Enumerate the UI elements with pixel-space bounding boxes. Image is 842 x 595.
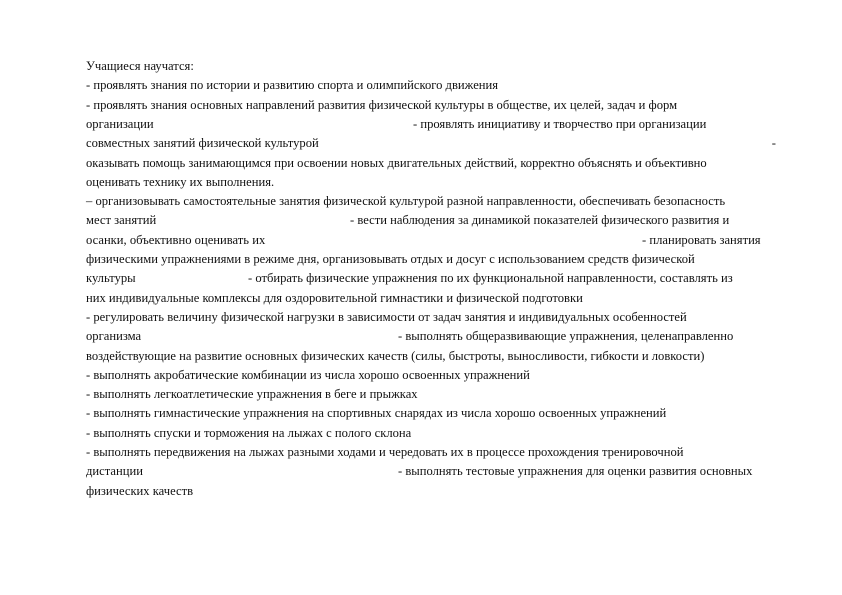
line-text-tail: - планировать занятия <box>642 233 761 247</box>
text-line-18 <box>86 404 776 422</box>
line-text: - выполнять гимнастические упражнения на спортивных снарядах из числа хорошо освоенных упражнений <box>86 406 667 420</box>
line-text-tail: - отбирать физические упражнения по их функциональной направленности, составлять из <box>248 271 733 285</box>
text-line-20 <box>86 443 776 461</box>
line-text: совместных занятий физической культурой <box>86 136 319 150</box>
line-text: них индивидуальные комплексы для оздоровительной гимнастики и физической подготовки <box>86 291 583 305</box>
line-text: - проявлять знания по истории и развитию спорта и олимпийского движения <box>86 78 499 92</box>
line-text: физическими упражнениями в режиме дня, организовывать отдых и досуг с использованием средств физической <box>86 252 695 266</box>
line-text-tail: - выполнять общеразвивающие упражнения, целенаправленно <box>398 329 734 343</box>
line-text: оказывать помощь занимающимся при освоении новых двигательных действий, корректно объяснять и объективно <box>86 156 707 170</box>
text-line-11 <box>86 269 776 287</box>
line-text: - выполнять легкоатлетические упражнения в беге и прыжках <box>86 387 418 401</box>
text-line-22 <box>86 482 776 500</box>
text-line-10 <box>86 250 776 268</box>
text-line-17 <box>86 385 776 403</box>
text-line-21 <box>86 462 776 480</box>
text-line-4 <box>86 134 776 152</box>
line-text: воздействующие на развитие основных физических качеств (силы, быстроты, выносливости, гибкости и ловкости) <box>86 349 705 363</box>
line-text: - выполнять акробатические комбинации из числа хорошо освоенных упражнений <box>86 368 530 382</box>
text-line-1 <box>86 76 776 94</box>
line-text: оценивать технику их выполнения. <box>86 175 275 189</box>
text-line-2 <box>86 96 776 114</box>
line-text: - выполнять спуски и торможения на лыжах с полого склона <box>86 426 412 440</box>
text-line-16 <box>86 366 776 384</box>
text-line-9 <box>86 231 776 249</box>
text-line-14 <box>86 327 776 345</box>
text-line-7 <box>86 192 776 210</box>
line-text: – организовывать самостоятельные занятия физической культурой разной направленности, обеспечивать безопасность <box>86 194 726 208</box>
text-line-12 <box>86 289 776 307</box>
heading-text: Учащиеся научатся: <box>86 59 194 73</box>
line-text-tail: - вести наблюдения за динамикой показателей физического развития и <box>350 213 730 227</box>
text-line-19 <box>86 424 776 442</box>
line-text-tail: - выполнять тестовые упражнения для оценки развития основных <box>398 464 753 478</box>
line-text: - проявлять знания основных направлений развития физической культуры в обществе, их целей, задач и форм <box>86 98 678 112</box>
text-line-15 <box>86 347 776 365</box>
text-line-5 <box>86 154 776 172</box>
line-text-tail: - проявлять инициативу и творчество при организации <box>413 117 707 131</box>
line-text: мест занятий <box>86 213 157 227</box>
line-text: культуры <box>86 271 136 285</box>
text-line-13 <box>86 308 776 326</box>
line-text: дистанции <box>86 464 143 478</box>
line-text: - регулировать величину физической нагрузки в зависимости от задач занятия и индивидуальных особенностей <box>86 310 687 324</box>
line-text: осанки, объективно оценивать их <box>86 233 266 247</box>
line-text: организма <box>86 329 142 343</box>
line-text-tail: - <box>771 136 776 150</box>
text-line-8 <box>86 211 776 229</box>
text-line-3 <box>86 115 776 133</box>
text-line-6 <box>86 173 776 191</box>
line-text: - выполнять передвижения на лыжах разными ходами и чередовать их в процессе прохождения тренировочной <box>86 445 684 459</box>
line-text: организации <box>86 117 154 131</box>
line-text: физических качеств <box>86 484 194 498</box>
document-heading <box>86 57 776 75</box>
